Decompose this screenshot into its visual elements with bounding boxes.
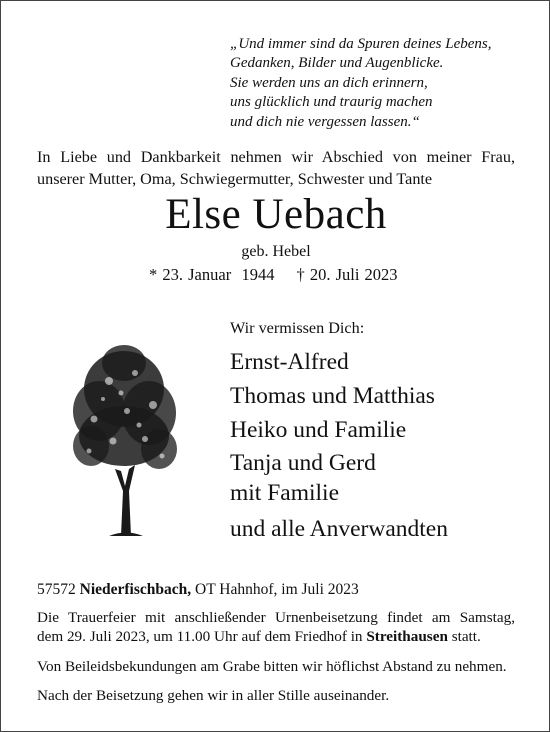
life-dates: [149, 265, 398, 285]
funeral-line: dem 29. Juli 2023, um 11.00 Uhr auf dem Friedhof in: [37, 628, 363, 646]
quote-line: Sie werden uns an dich erinnern,: [230, 74, 428, 91]
quote-line: „Und immer sind da Spuren deines Lebens,: [230, 36, 492, 52]
intro-line: unserer Mutter, Oma, Schwiegermutter, Schwester und Tante: [37, 169, 433, 188]
birth-name: geb. Hebel: [241, 243, 311, 260]
town: Niederfischbach,: [79, 581, 192, 598]
quote-line: und dich nie vergessen lassen.“: [230, 113, 420, 130]
quote-line: uns glücklich und traurig machen: [230, 94, 433, 111]
place-detail: OT Hahnhof, im Juli 2023: [195, 581, 359, 598]
mourner-name: und alle Anverwandten: [230, 516, 448, 543]
death-date: † 20. Juli 2023: [296, 265, 398, 284]
mourners-list: [230, 346, 448, 547]
notice-footer: [37, 580, 515, 705]
mourner-name: mit Familie: [230, 480, 340, 507]
postcode: 57572: [37, 581, 76, 598]
farewell-intro: [37, 147, 515, 190]
closing-note: Nach der Beisetzung gehen wir in aller Stille auseinander.: [37, 686, 390, 704]
quote-line: Gedanken, Bilder und Augenblicke.: [230, 55, 444, 72]
tree-icon: [69, 341, 179, 536]
funeral-line: Die Trauerfeier mit anschließender Urnenbeisetzung findet am Samstag,: [37, 609, 515, 627]
place-date: [37, 580, 515, 599]
funeral-line: statt.: [451, 628, 481, 646]
mourner-name: Ernst-Alfred: [230, 349, 349, 375]
birth-date: * 23. Januar 1944: [149, 265, 275, 284]
funeral-location: Streithausen: [366, 628, 448, 646]
mourner-name: Thomas und Matthias: [230, 382, 435, 409]
mourners-intro: Wir vermissen Dich:: [230, 319, 365, 337]
deceased-name: Else Uebach: [165, 191, 387, 238]
memorial-quote: [230, 35, 530, 132]
mourner-name: Heiko und Familie: [230, 416, 407, 443]
condolences-note: Von Beileidsbekundungen am Grabe bitten wir höflichst Abstand zu nehmen.: [37, 657, 507, 675]
funeral-info: [37, 608, 515, 646]
intro-line: In Liebe und Dankbarkeit nehmen wir Abschied von meiner Frau,: [37, 148, 515, 166]
mourner-name: Tanja und Gerd: [230, 450, 376, 477]
